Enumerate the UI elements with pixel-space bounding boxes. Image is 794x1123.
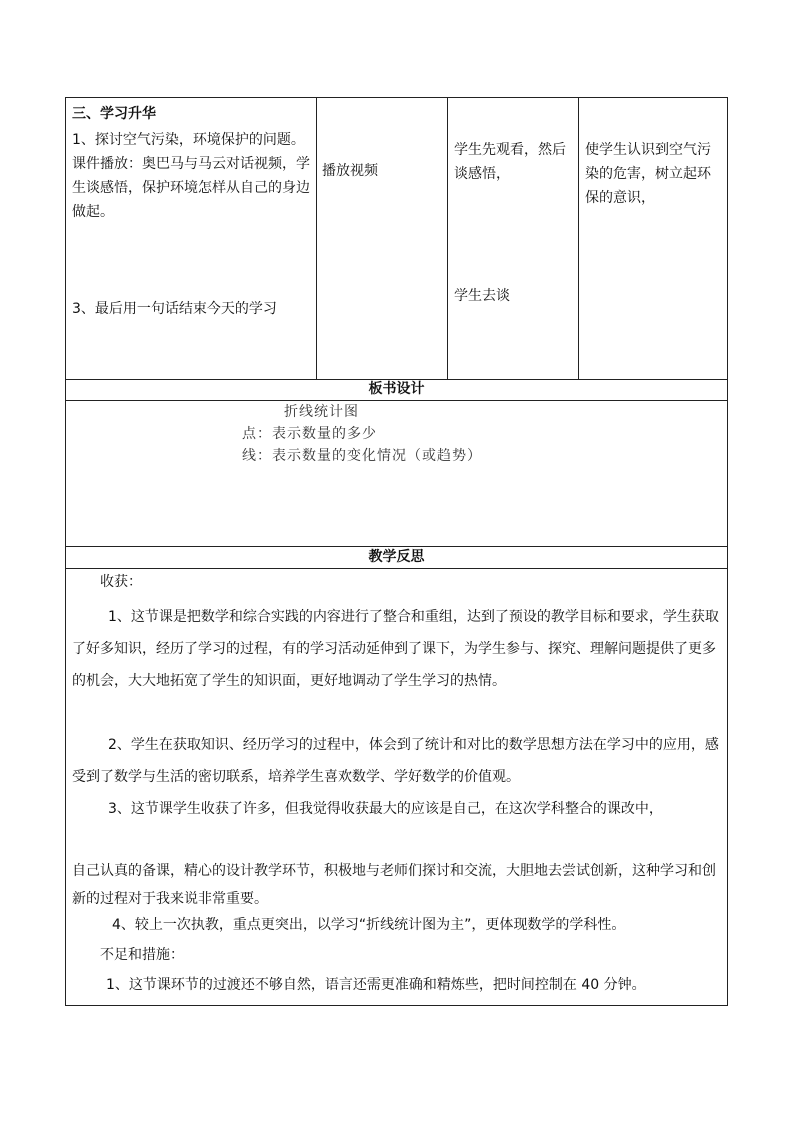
section-step-1: 1、探讨空气污染，环境保护的问题。课件播放：奥巴马与马云对话视频，学生谈感悟，保护环境怎样从自己的身边做起。 — [72, 132, 310, 220]
section-heading: 三、学习升华 — [72, 106, 156, 122]
column-divider — [578, 98, 579, 379]
student-activity-2: 学生去谈 — [454, 288, 510, 304]
reflection-paragraph-3b: 自己认真的备课，精心的设计教学环节，积极地与老师们探讨和交流，大胆地去尝试创新，这种学习和创新的过程对于我来说非常重要。 — [72, 863, 716, 907]
board-line-2: 点：表示数量的多少 — [242, 426, 377, 442]
row-divider — [66, 400, 727, 401]
lesson-table — [65, 97, 728, 1006]
reflection-paragraph-5: 1、这节课环节的过渡还不够自然，语言还需更准确和精炼些，把时间控制在 40 分钟。 — [106, 977, 646, 993]
shortfall-label: 不足和措施： — [100, 947, 184, 963]
student-activity-1: 学生先观看，然后谈感悟， — [454, 142, 566, 182]
design-intent: 使学生认识到空气污染的危害，树立起环保的意识， — [585, 142, 711, 206]
board-line-1: 折线统计图 — [284, 404, 359, 420]
reflection-paragraph-2: 2、学生在获取知识、经历学习的过程中，体会到了统计和对比的数学思想方法在学习中的应用，感受到了数学与生活的密切联系，培养学生喜欢数学、学好数学的价值观。 — [72, 737, 719, 785]
gain-label: 收获： — [100, 574, 142, 590]
reflection-paragraph-4: 4、较上一次执教，重点更突出，以学习“折线统计图为主”，更体现数学的学科性。 — [112, 917, 626, 933]
board-line-3: 线：表示数量的变化情况（或趋势） — [242, 448, 482, 464]
column-divider — [447, 98, 448, 379]
reflection-title: 教学反思 — [368, 549, 425, 565]
column-divider — [316, 98, 317, 379]
board-design-title: 板书设计 — [368, 381, 425, 397]
teacher-activity: 播放视频 — [322, 163, 378, 179]
reflection-paragraph-1: 1、这节课是把数学和综合实践的内容进行了整合和重组，达到了预设的教学目标和要求，学生获取了好多知识，经历了学习的过程，有的学习活动延伸到了课下，为学生参与、探究、理解问题提供了更多的机会，大大地拓宽了学生的知识面，更好地调动了学生学习的热情。 — [72, 609, 719, 689]
section-step-3: 3、最后用一句话结束今天的学习 — [72, 301, 277, 317]
reflection-paragraph-3a: 3、这节课学生收获了许多，但我觉得收获最大的应该是自己，在这次学科整合的课改中， — [108, 801, 663, 817]
